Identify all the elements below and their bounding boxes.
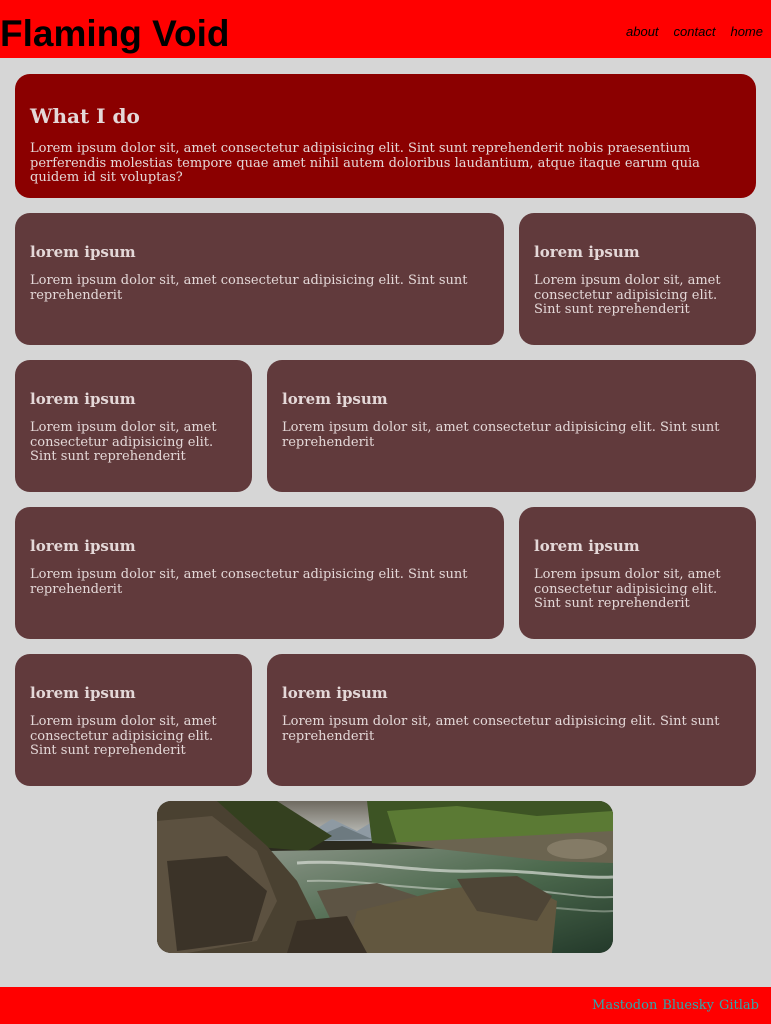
- tile-title: lorem ipsum: [282, 684, 388, 702]
- main-nav: [626, 24, 763, 39]
- tile-text: Lorem ipsum dolor sit, amet consectetur adipisicing elit. Sint sunt reprehenderit: [30, 420, 217, 464]
- tile-text: Lorem ipsum dolor sit, amet consectetur adipisicing elit. Sint sunt reprehenderit: [534, 273, 721, 317]
- tile-card: [15, 360, 252, 492]
- tile-text: Lorem ipsum dolor sit, amet consectetur adipisicing elit. Sint sunt reprehenderit: [30, 273, 468, 303]
- tile-card: [519, 213, 756, 345]
- tile-title: lorem ipsum: [282, 390, 388, 408]
- tile-card: [267, 654, 756, 786]
- tile-title: lorem ipsum: [534, 537, 640, 555]
- gitlab-link[interactable]: Gitlab: [719, 998, 759, 1013]
- social-links: [592, 998, 759, 1013]
- mastodon-link[interactable]: Mastodon: [592, 998, 658, 1013]
- site-title: Flaming Void: [0, 13, 230, 54]
- tile-card: [15, 507, 504, 639]
- hero-card: [15, 74, 756, 198]
- site-footer: [0, 987, 771, 1024]
- bluesky-link[interactable]: Bluesky: [662, 998, 714, 1013]
- tile-card: [15, 654, 252, 786]
- nav-link-contact[interactable]: contact: [673, 24, 716, 39]
- mountain-river-photo: [157, 801, 613, 953]
- tile-title: lorem ipsum: [30, 684, 136, 702]
- nav-link-about[interactable]: about: [626, 24, 659, 39]
- tile-title: lorem ipsum: [30, 390, 136, 408]
- tile-text: Lorem ipsum dolor sit, amet consectetur adipisicing elit. Sint sunt reprehenderit: [30, 567, 468, 597]
- nav-link-home[interactable]: home: [730, 24, 763, 39]
- tile-title: lorem ipsum: [30, 243, 136, 261]
- tile-text: Lorem ipsum dolor sit, amet consectetur adipisicing elit. Sint sunt reprehenderit: [282, 714, 720, 744]
- tile-text: Lorem ipsum dolor sit, amet consectetur adipisicing elit. Sint sunt reprehenderit: [534, 567, 721, 611]
- tile-text: Lorem ipsum dolor sit, amet consectetur adipisicing elit. Sint sunt reprehenderit: [30, 714, 217, 758]
- tile-text: Lorem ipsum dolor sit, amet consectetur adipisicing elit. Sint sunt reprehenderit: [282, 420, 720, 450]
- hero-title: What I do: [30, 104, 140, 128]
- tile-title: lorem ipsum: [30, 537, 136, 555]
- site-header: [0, 0, 771, 58]
- tile-title: lorem ipsum: [534, 243, 640, 261]
- tile-card: [519, 507, 756, 639]
- hero-text: Lorem ipsum dolor sit, amet consectetur adipisicing elit. Sint sunt reprehenderit nobis praesentium perferendis molestias tempore quae amet nihil autem doloribus laudantium, atque itaque earum quia quidem id sit voluptas?: [30, 141, 700, 185]
- tile-card: [15, 213, 504, 345]
- tile-card: [267, 360, 756, 492]
